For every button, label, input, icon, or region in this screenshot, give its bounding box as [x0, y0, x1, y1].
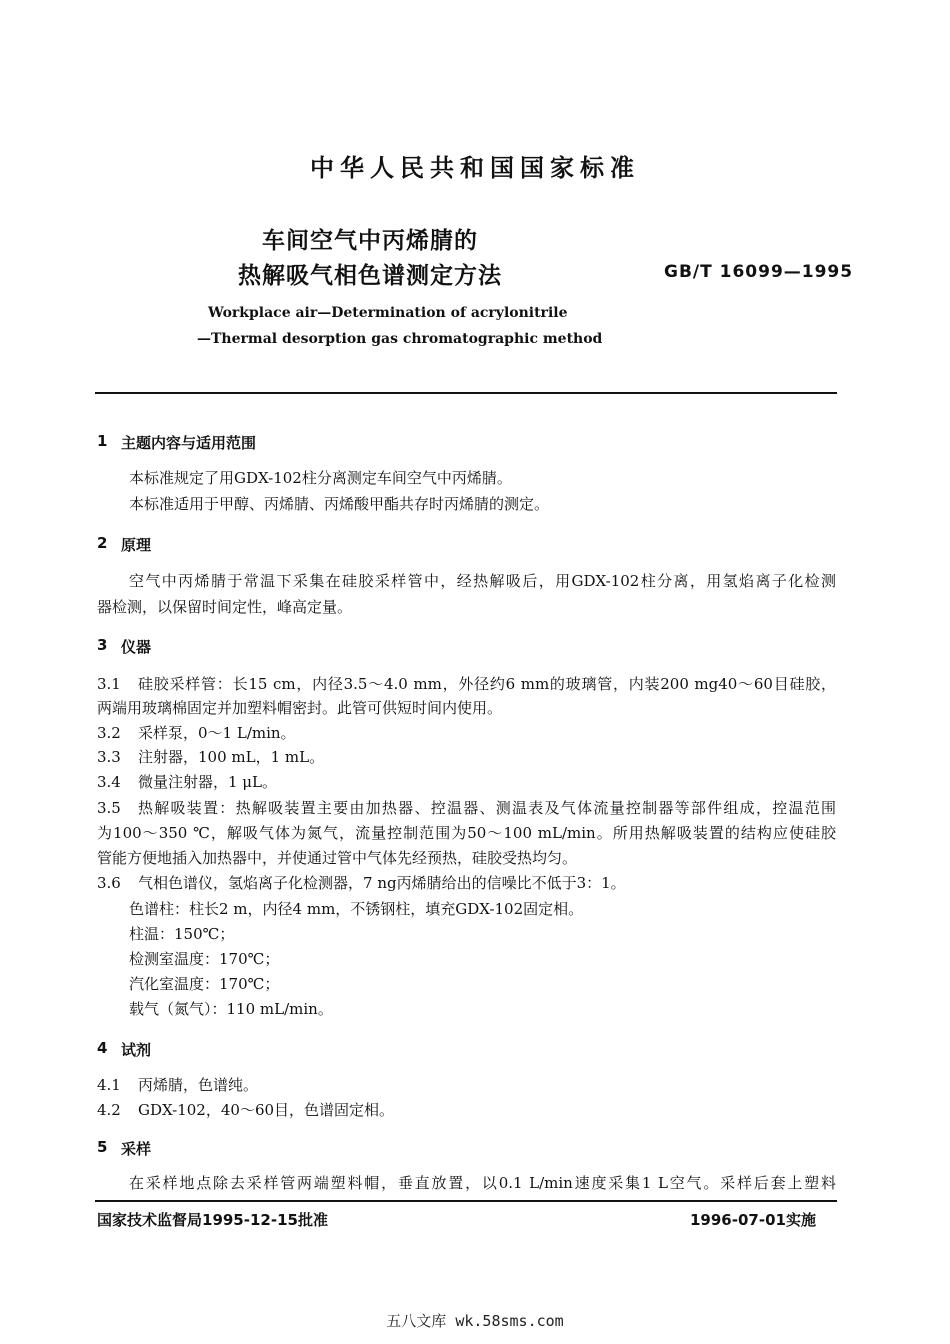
- section-3-title: 仪器: [121, 638, 152, 656]
- clause-4-2-text: GDX-102，40～60目，色谱固定相。: [138, 1101, 395, 1119]
- section-1-para-2: 本标准适用于甲醇、丙烯腈、丙烯酸甲酯共存时丙烯腈的测定。: [129, 495, 550, 513]
- clause-3-1-number: 3.1: [97, 675, 121, 693]
- detector-temperature: 检测室温度：170℃；: [129, 950, 280, 968]
- english-title-line-2: —Thermal desorption gas chromatographic method: [197, 331, 603, 347]
- section-1-number: 1: [97, 432, 108, 450]
- clause-3-6-text: 气相色谱仪，氢焰离子化检测器，7 ng丙烯腈给出的信噪比不低于3：1。: [138, 874, 626, 892]
- section-4-title: 试剂: [121, 1041, 152, 1059]
- section-4-number: 4: [97, 1039, 108, 1057]
- clause-4-2-number: 4.2: [97, 1101, 121, 1119]
- section-1-para-1: 本标准规定了用GDX-102柱分离测定车间空气中丙烯腈。: [129, 469, 512, 487]
- clause-3-5-number: 3.5: [97, 799, 121, 817]
- clause-3-4-text: 微量注射器，1 μL。: [138, 773, 278, 791]
- section-5-line-1: 在采样地点除去采样管两端塑料帽，垂直放置，以0.1 L/min速度采集1 L空气。采样后套上塑料: [129, 1174, 836, 1192]
- column-temperature: 柱温：150℃；: [129, 925, 235, 943]
- watermark: 五八文库 wk.58sms.com: [386, 1312, 564, 1330]
- title-line-2: 热解吸气相色谱测定方法: [238, 263, 502, 289]
- english-title-line-1: Workplace air—Determination of acrylonitrile: [208, 305, 568, 321]
- section-3-number: 3: [97, 636, 108, 654]
- section-2-line-2: 器检测，以保留时间定性，峰高定量。: [97, 598, 353, 616]
- effective-date: 1996-07-01实施: [690, 1211, 816, 1229]
- column-spec: 色谱柱：柱长2 m，内径4 mm，不锈钢柱，填充GDX-102固定相。: [129, 900, 584, 918]
- clause-3-2-text: 采样泵，0～1 L/min。: [138, 724, 296, 742]
- standard-org: 中华人民共和国国家标准: [310, 154, 640, 182]
- carrier-gas: 载气（氮气）：110 mL/min。: [129, 1000, 333, 1018]
- vaporizer-temperature: 汽化室温度：170℃；: [129, 975, 280, 993]
- section-5-number: 5: [97, 1138, 108, 1156]
- clause-3-6-number: 3.6: [97, 874, 121, 892]
- section-2-title: 原理: [121, 536, 152, 554]
- clause-4-1-text: 丙烯腈，色谱纯。: [138, 1076, 259, 1094]
- standard-code: GB/T 16099—1995: [664, 262, 854, 282]
- section-1-title: 主题内容与适用范围: [121, 434, 257, 452]
- clause-3-5-line-2: 为100～350 ℃，解吸气体为氮气，流量控制范围为50～100 mL/min。所用热解吸装置的结构应使硅胶: [97, 824, 836, 842]
- section-2-line-1: 空气中丙烯腈于常温下采集在硅胶采样管中，经热解吸后，用GDX-102柱分离，用氢焰离子化检测: [129, 572, 836, 590]
- clause-3-5-line-1: 热解吸装置：热解吸装置主要由加热器、控温器、测温表及气体流量控制器等部件组成，控温范围: [138, 799, 836, 817]
- header-divider: [95, 392, 837, 394]
- clause-3-1-line-2: 两端用玻璃棉固定并加塑料帽密封。此管可供短时间内使用。: [97, 699, 503, 717]
- clause-4-1-number: 4.1: [97, 1076, 121, 1094]
- clause-3-1-line-1: 硅胶采样管：长15 cm，内径3.5～4.0 mm，外径约6 mm的玻璃管，内装200 mg40～60目硅胶，: [138, 675, 836, 693]
- clause-3-3-text: 注射器，100 mL，1 mL。: [138, 748, 325, 766]
- clause-3-3-number: 3.3: [97, 748, 121, 766]
- clause-3-5-line-3: 管能方便地插入加热器中，并使通过管中气体先经预热，硅胶受热均匀。: [97, 849, 578, 867]
- approval-note: 国家技术监督局1995-12-15批准: [97, 1211, 328, 1229]
- title-line-1: 车间空气中丙烯腈的: [262, 228, 478, 254]
- clause-3-4-number: 3.4: [97, 773, 121, 791]
- clause-3-2-number: 3.2: [97, 724, 121, 742]
- footer-divider: [95, 1200, 837, 1202]
- section-2-number: 2: [97, 534, 108, 552]
- section-5-title: 采样: [121, 1140, 152, 1158]
